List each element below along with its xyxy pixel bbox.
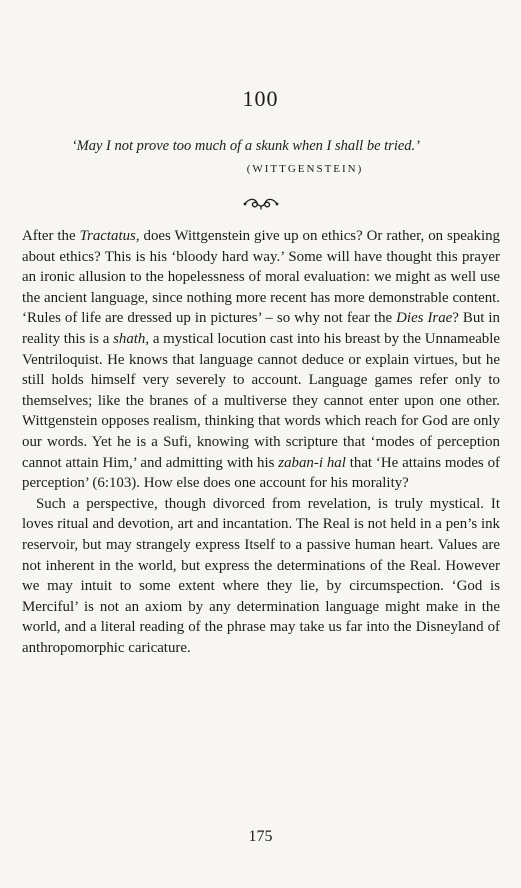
text-run: that ‘He attains modes of perception’ (6:103). How else does one account for his morality? (22, 454, 500, 492)
text-run: After the (22, 228, 80, 244)
paragraph-2: Such a perspective, though divorced from revelation, is truly mystical. It loves ritual and devotion, art and incantation. The Real is not held in a pen’s ink reservoir, but may strangely express Itself to a passive human heart. Values are not inherent in the world, but express the determinations of the Real. However we may intuit to some extent where they lie, by circumspection. ‘God is Merciful’ is not an axiom by any determination language might make in the world, and a literal reading of the phrase may take us far into the Disneyland of anthropomorphic caricature. (22, 495, 500, 656)
italic-term: Tractatus (79, 228, 136, 244)
fleuron-ornament-icon (0, 195, 521, 216)
body-text (22, 226, 500, 658)
epigraph-quote: ‘May I not prove too much of a skunk when I shall be tried.’ (71, 138, 420, 154)
italic-term: shath (113, 330, 146, 347)
page-number: 175 (248, 828, 273, 845)
text-run: , does Wittgenstein give up on ethics? Or rather, on speaking about ethics? This is his ‘bloody hard way.’ Some will have thought this prayer an ironic allusion to the hopelessness of moral evaluation: we might as well use the ancient language, since nothing more recent has more demonstrable content. ‘Rules of life are dressed up in pictures’ – so why not fear the (22, 228, 500, 327)
epigraph-attribution: (WITTGENSTEIN) (246, 163, 364, 175)
italic-term: zaban-i hal (278, 454, 346, 471)
italic-term: Dies Irae (396, 310, 453, 327)
text-run: ? But in reality this is a (22, 310, 500, 347)
paragraph-1 (22, 226, 500, 494)
text-run: , a mystical locution cast into his breast by the Unnameable Ventriloquist. He knows that language cannot deduce or explain virtues, but he still holds himself very severely to account. Language games refer only to themselves; like the branes of a multiverse they cannot enter upon one other. Wittgenstein opposes realism, thinking that words which reach for God are only our words. Yet he is a Sufi, knowing with scripture that ‘modes of perception cannot attain Him,’ and admitting with his (22, 330, 500, 471)
chapter-number: 100 (242, 86, 279, 111)
fleuron-ornament-svg (241, 195, 281, 211)
epigraph (40, 136, 480, 180)
